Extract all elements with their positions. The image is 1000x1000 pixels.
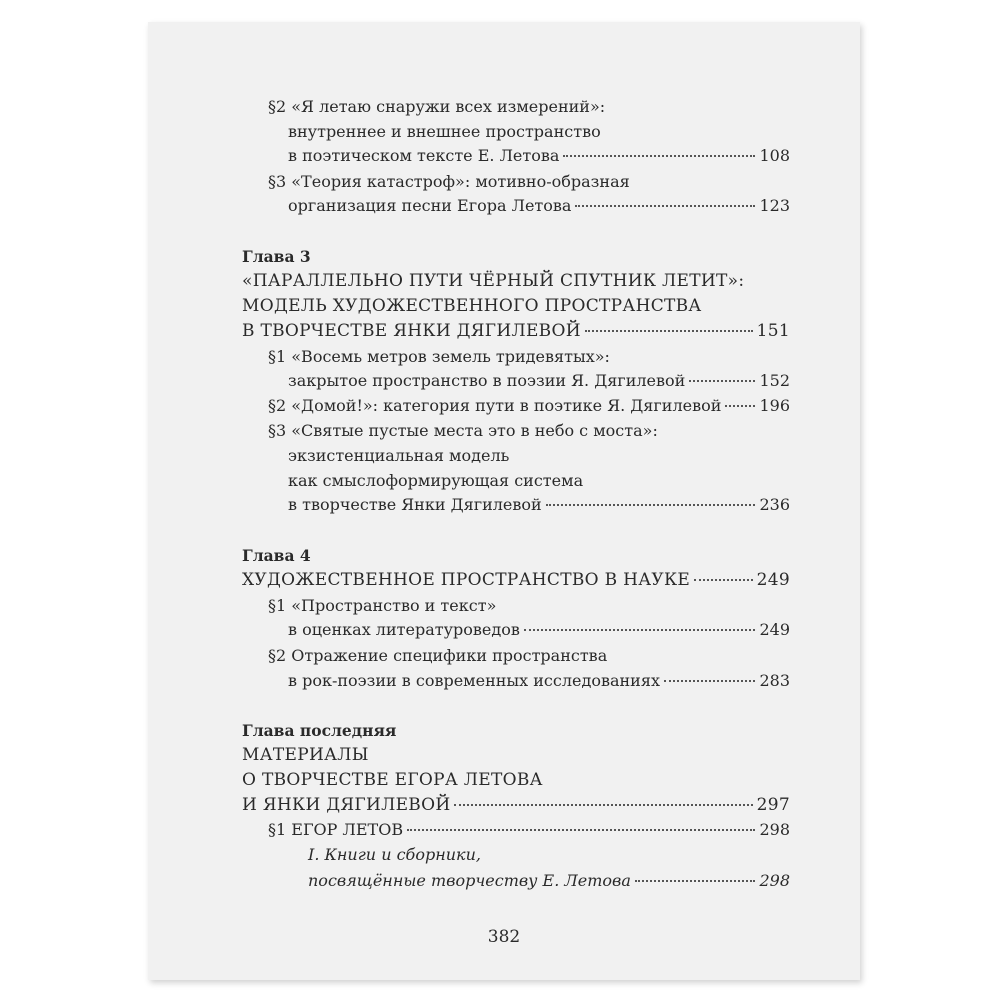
toc-page: 297 <box>756 795 790 815</box>
toc-line <box>268 96 800 118</box>
toc-text: МОДЕЛЬ ХУДОЖЕСТВЕННОГО ПРОСТРАНСТВА <box>242 296 702 316</box>
toc-page: 196 <box>759 396 790 415</box>
toc-line <box>268 346 800 368</box>
toc-text: I. Книги и сборники, <box>308 845 481 864</box>
toc-line <box>268 171 800 193</box>
toc-text: §3 «Святые пустые места это в небо с моста»: <box>268 421 658 440</box>
toc-line <box>268 395 790 417</box>
book-page <box>148 22 860 980</box>
chapter-label <box>242 545 800 567</box>
toc-text: §3 «Теория катастроф»: мотивно-образная <box>268 172 630 191</box>
leader-dots <box>664 680 755 682</box>
toc-page: 298 <box>759 871 790 890</box>
chapter-title <box>242 295 800 317</box>
toc-line <box>288 195 790 217</box>
leader-dots <box>575 205 755 207</box>
toc-page: 249 <box>759 620 790 639</box>
toc-text: как смыслоформирующая система <box>288 471 584 490</box>
chapter-label <box>242 720 800 742</box>
toc-text: Глава 4 <box>242 546 311 565</box>
toc-line <box>268 420 800 442</box>
toc-text: организация песни Егора Летова <box>288 196 572 215</box>
toc-text: в оценках литературоведов <box>288 620 520 639</box>
toc-line <box>288 494 790 516</box>
toc-text: в творчестве Янки Дягилевой <box>288 495 542 514</box>
chapter-title <box>242 320 790 342</box>
toc-text: в рок-поэзии в современных исследованиях <box>288 671 660 690</box>
toc-text: МАТЕРИАЛЫ <box>242 745 369 765</box>
toc-text: §2 «Домой!»: категория пути в поэтике Я. Дягилевой <box>268 396 722 415</box>
leader-dots <box>585 330 753 332</box>
chapter-label <box>242 246 800 268</box>
leader-dots <box>689 380 755 382</box>
toc-text: §1 «Пространство и текст» <box>268 596 497 615</box>
toc-text: в поэтическом тексте Е. Летова <box>288 146 560 165</box>
chapter-title <box>242 569 790 591</box>
chapter-title <box>242 270 800 292</box>
toc-page: 123 <box>759 196 790 215</box>
chapter-title <box>242 794 790 816</box>
leader-dots <box>725 405 755 407</box>
toc-text: В ТВОРЧЕСТВЕ ЯНКИ ДЯГИЛЕВОЙ <box>242 321 581 341</box>
toc-text: закрытое пространство в поэзии Я. Дягилевой <box>288 371 686 390</box>
toc-page: 152 <box>759 371 790 390</box>
leader-dots <box>563 155 755 157</box>
toc-line <box>288 121 800 143</box>
toc-text: Глава последняя <box>242 721 397 740</box>
leader-dots <box>407 829 755 831</box>
toc-text: посвящённые творчеству Е. Летова <box>308 871 631 890</box>
leader-dots <box>546 504 756 506</box>
toc-line <box>268 645 800 667</box>
toc-page: 151 <box>756 321 790 341</box>
toc-text: О ТВОРЧЕСТВЕ ЕГОРА ЛЕТОВА <box>242 770 543 790</box>
toc-text: Глава 3 <box>242 247 311 266</box>
leader-dots <box>524 629 756 631</box>
toc-text: «ПАРАЛЛЕЛЬНО ПУТИ ЧЁРНЫЙ СПУТНИК ЛЕТИТ»: <box>242 271 745 291</box>
toc-line <box>288 470 800 492</box>
leader-dots <box>694 579 753 581</box>
toc-page: 249 <box>756 570 790 590</box>
toc-line <box>288 370 790 392</box>
toc-text: внутреннее и внешнее пространство <box>288 122 601 141</box>
toc-line <box>308 844 800 866</box>
toc-text: И ЯНКИ ДЯГИЛЕВОЙ <box>242 795 451 815</box>
toc-text: ХУДОЖЕСТВЕННОЕ ПРОСТРАНСТВО В НАУКЕ <box>242 570 691 590</box>
chapter-title <box>242 769 800 791</box>
toc-text: §1 «Восемь метров земель тридевятых»: <box>268 347 610 366</box>
toc-line <box>288 145 790 167</box>
toc-text: §2 «Я летаю снаружи всех измерений»: <box>268 97 606 116</box>
toc-line <box>288 670 790 692</box>
toc-line <box>288 445 800 467</box>
toc-line <box>308 870 790 892</box>
toc-text: §2 Отражение специфики пространства <box>268 646 608 665</box>
toc-page: 298 <box>759 820 790 839</box>
toc-text: §1 ЕГОР ЛЕТОВ <box>268 820 404 839</box>
toc-line <box>268 819 790 841</box>
page-number: 382 <box>487 927 521 947</box>
toc-page: 108 <box>759 146 790 165</box>
toc-line <box>288 619 790 641</box>
leader-dots <box>454 804 752 806</box>
chapter-title <box>242 744 800 766</box>
toc-page: 236 <box>759 495 790 514</box>
toc-text: экзистенциальная модель <box>288 446 510 465</box>
toc-line <box>268 595 800 617</box>
toc-page: 283 <box>759 671 790 690</box>
leader-dots <box>635 880 756 882</box>
table-of-contents <box>148 22 860 980</box>
